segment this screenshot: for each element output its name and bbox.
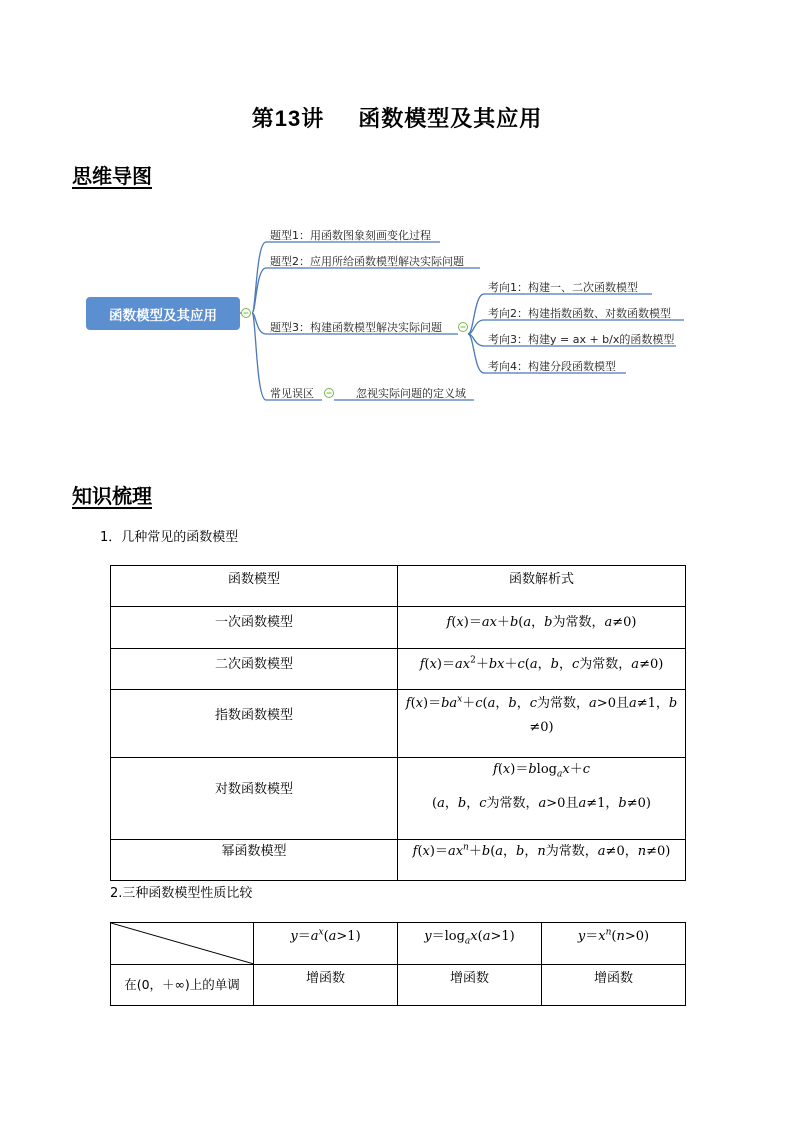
table-row [111, 649, 686, 690]
header-power: $y=x^n(n>0)$ [542, 923, 686, 965]
row-formula: $f(x)=ba^x+c(a$，b，c为常数，a>0且a≠1，b ≠0) [398, 690, 686, 758]
mindmap-misconception-item[interactable]: 忽视实际问题的定义域 [356, 387, 466, 400]
row-formula: f(x)＝blog$_a$x＋c (a，b，c为常数，a>0且a≠1，b≠0) [398, 758, 686, 840]
row-formula: $f(x)=ax^n+b(a$，b，n为常数，a≠0，n≠0) [398, 840, 686, 881]
mindmap-subbranch-1[interactable]: 考向1：构建一、二次函数模型 [488, 281, 638, 294]
value-exp: 增函数 [254, 965, 398, 1006]
table-row [111, 758, 686, 840]
row-label: 在(0，＋∞)上的单调 [111, 965, 254, 1006]
mindmap-subbranch-3[interactable]: 考向3：构建y = ax + b/x的函数模型 [488, 333, 675, 346]
header-exp: $y=a^x(a>1)$ [254, 923, 398, 965]
mindmap-heading: 思维导图 [72, 164, 152, 188]
header-model: 函数模型 [111, 566, 398, 607]
mindmap-branch-type1[interactable]: 题型1：用函数图象刻画变化过程 [270, 229, 431, 242]
title-topic: 函数模型及其应用 [358, 107, 543, 132]
mindmap-subbranch-4[interactable]: 考向4：构建分段函数模型 [488, 360, 616, 373]
comparison-table [110, 922, 686, 1006]
mindmap-connectors [0, 0, 794, 440]
mindmap-branch-misconception[interactable]: 常见误区 [270, 387, 314, 400]
table-row [111, 840, 686, 881]
table-header-row [111, 923, 686, 965]
value-power: 增函数 [542, 965, 686, 1006]
mindmap-branch-type2[interactable]: 题型2：应用所给函数模型解决实际问题 [270, 255, 464, 268]
mindmap-subbranch-2[interactable]: 考向2：构建指数函数、对数函数模型 [488, 307, 671, 320]
title-part2: 讲 [301, 107, 325, 132]
table-header-row [111, 566, 686, 607]
mindmap-branch-type3[interactable]: 题型3：构建函数模型解决实际问题 [270, 321, 442, 334]
table-row [111, 607, 686, 649]
header-formula: 函数解析式 [398, 566, 686, 607]
value-log: 增函数 [398, 965, 542, 1006]
knowledge-heading: 知识梳理 [72, 484, 152, 508]
table-row [111, 965, 686, 1006]
mindmap-root[interactable]: 函数模型及其应用 [86, 297, 240, 330]
diagonal-line [111, 923, 254, 964]
row-formula: $f(x)=ax^2+bx+c(a$，b，c为常数，a≠0) [398, 649, 686, 690]
row-model: 一次函数模型 [111, 607, 398, 649]
diagonal-header-cell [111, 923, 254, 965]
section2-caption: 2.三种函数模型性质比较 [110, 886, 253, 901]
function-model-table [110, 565, 686, 881]
table-row [111, 690, 686, 758]
row-model: 对数函数模型 [111, 758, 398, 840]
title-number: 13 [274, 106, 302, 131]
title-part1: 第 [251, 107, 275, 132]
row-formula: f(x)＝ax＋b(a，b为常数，a≠0) [398, 607, 686, 649]
row-model: 二次函数模型 [111, 649, 398, 690]
row-model: 指数函数模型 [111, 690, 398, 758]
header-log: $y=\log_ax(a>1)$ [398, 923, 542, 965]
section1-caption: 1．几种常见的函数模型 [100, 530, 239, 545]
row-model: 幂函数模型 [111, 840, 398, 881]
